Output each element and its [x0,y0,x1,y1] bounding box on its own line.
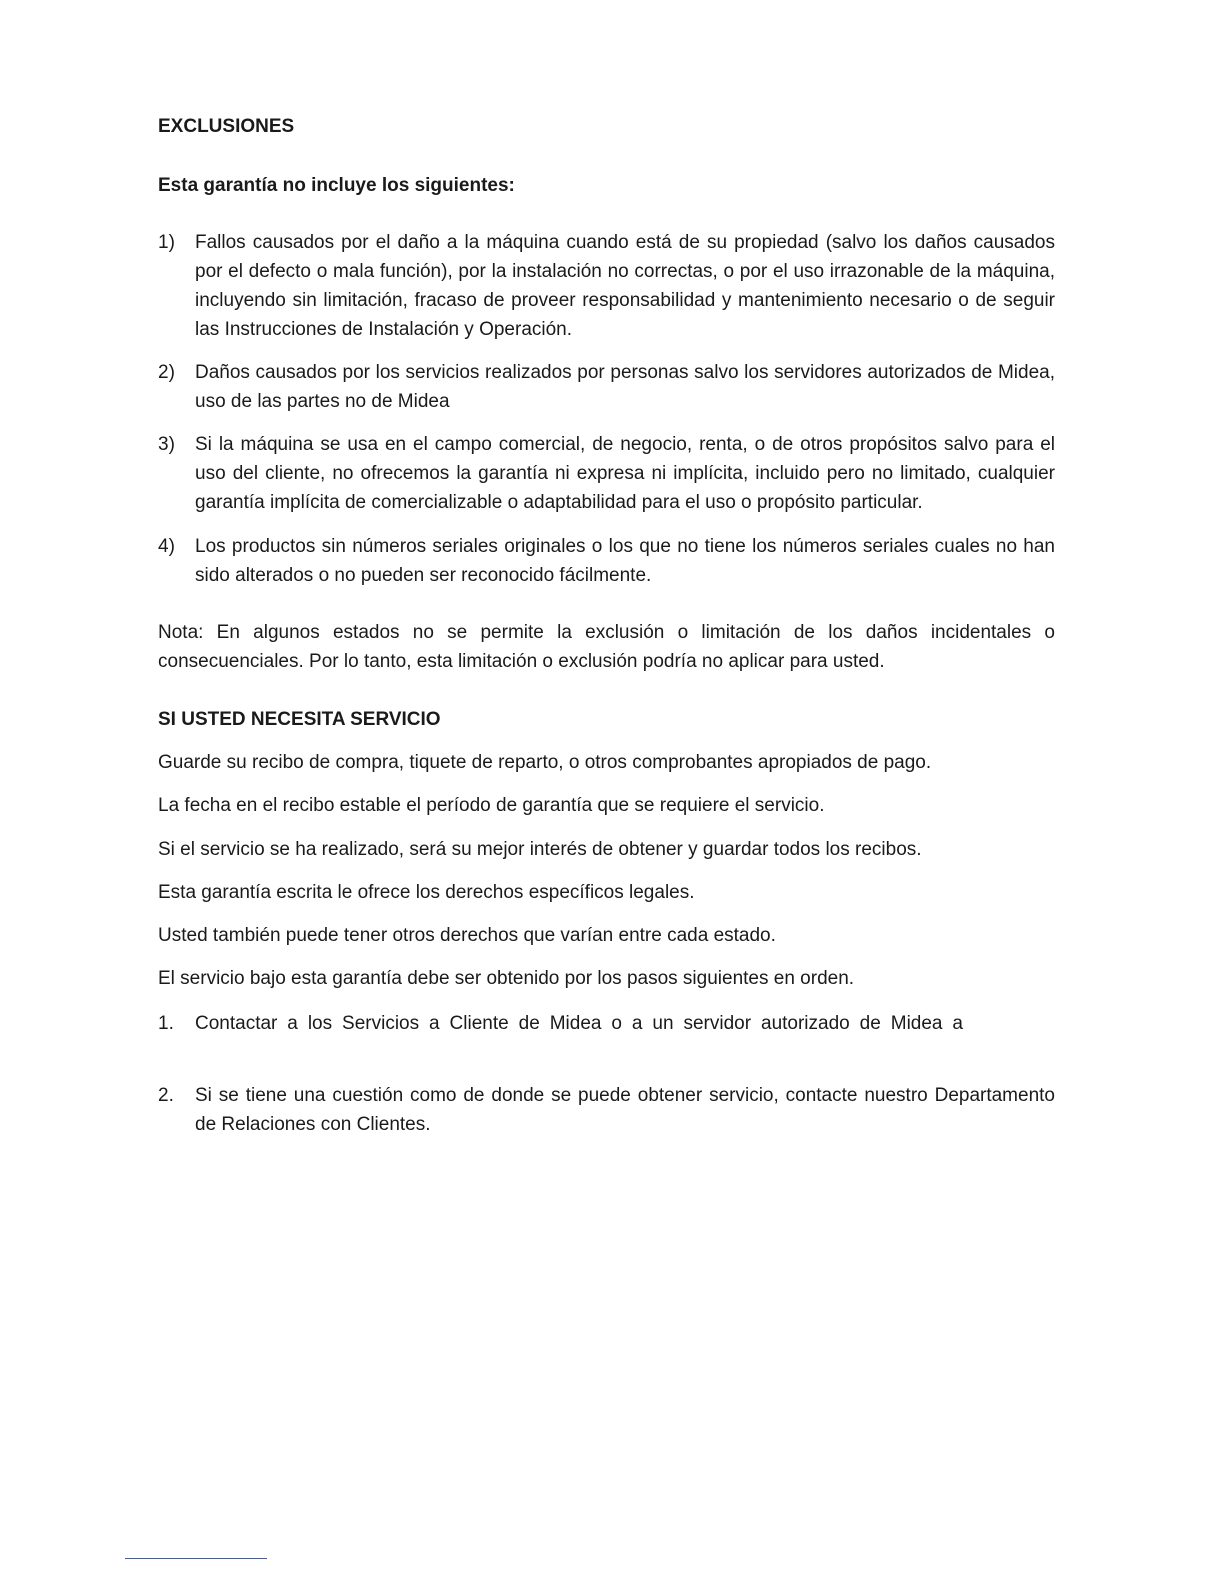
service-step-2 [158,1081,1055,1139]
exclusion-item-2 [158,358,1055,416]
exclusions-note: Nota: En algunos estados no se permite la exclusión o limitación de los daños incidentales o consecuenciales. Por lo tanto, esta limitación o exclusión podría no aplicar para usted. [158,622,1055,672]
exclusion-item-number: 1) [158,232,175,253]
exclusion-item-text: Daños causados por los servicios realizados por personas salvo los servidores autorizados de Midea, uso de las partes no de Midea [195,362,1055,412]
service-step-text: Si se tiene una cuestión como de donde se puede obtener servicio, contacte nuestro Departamento de Relaciones con Clientes. [195,1085,1055,1135]
exclusion-item-1 [158,228,1055,344]
service-line-1: Guarde su recibo de compra, tiquete de reparto, o otros comprobantes apropiados de pago. [158,752,932,773]
exclusion-item-text: Los productos sin números seriales originales o los que no tiene los números seriales cuales no han sido alterados o no pueden ser reconocido fácilmente. [195,536,1055,586]
exclusion-item-number: 2) [158,362,175,383]
exclusion-item-4 [158,532,1055,590]
service-step-number: 1. [158,1013,174,1034]
exclusion-item-text: Fallos causados por el daño a la máquina cuando está de su propiedad (salvo los daños causados por el defecto o mala función), por la instalación no correctas, o por el uso irrazonable de la máquina, incluyendo sin limitación, fracaso de proveer responsabilidad y mantenimiento necesario o de seguir las Instrucciones de Instalación y Operación. [195,232,1055,340]
exclusion-item-3 [158,430,1055,517]
footnote-separator [125,1558,267,1559]
service-line-5: Usted también puede tener otros derechos que varían entre cada estado. [158,925,776,946]
exclusion-item-text: Si la máquina se usa en el campo comercial, de negocio, renta, o de otros propósitos salvo para el uso del cliente, no ofrecemos la garantía ni expresa ni implícita, incluido pero no limitado, cualquier garantía implícita de comercializable o adaptabilidad para el uso o propósito particular. [195,434,1055,513]
exclusions-subheading: Esta garantía no incluye los siguientes: [158,175,515,196]
service-line-3: Si el servicio se ha realizado, será su mejor interés de obtener y guardar todos los recibos. [158,839,922,860]
service-step-text: Contactar a los Servicios a Cliente de Midea o a un servidor autorizado de Midea a [195,1013,963,1034]
service-line-6: El servicio bajo esta garantía debe ser obtenido por los pasos siguientes en orden. [158,968,855,989]
service-step-1 [158,1009,963,1038]
service-line-2: La fecha en el recibo estable el período de garantía que se requiere el servicio. [158,795,825,816]
exclusion-item-number: 3) [158,434,175,455]
exclusions-heading: EXCLUSIONES [158,116,295,137]
service-heading: SI USTED NECESITA SERVICIO [158,709,441,730]
service-step-number: 2. [158,1085,174,1106]
service-line-4: Esta garantía escrita le ofrece los derechos específicos legales. [158,882,695,903]
exclusion-item-number: 4) [158,536,175,557]
